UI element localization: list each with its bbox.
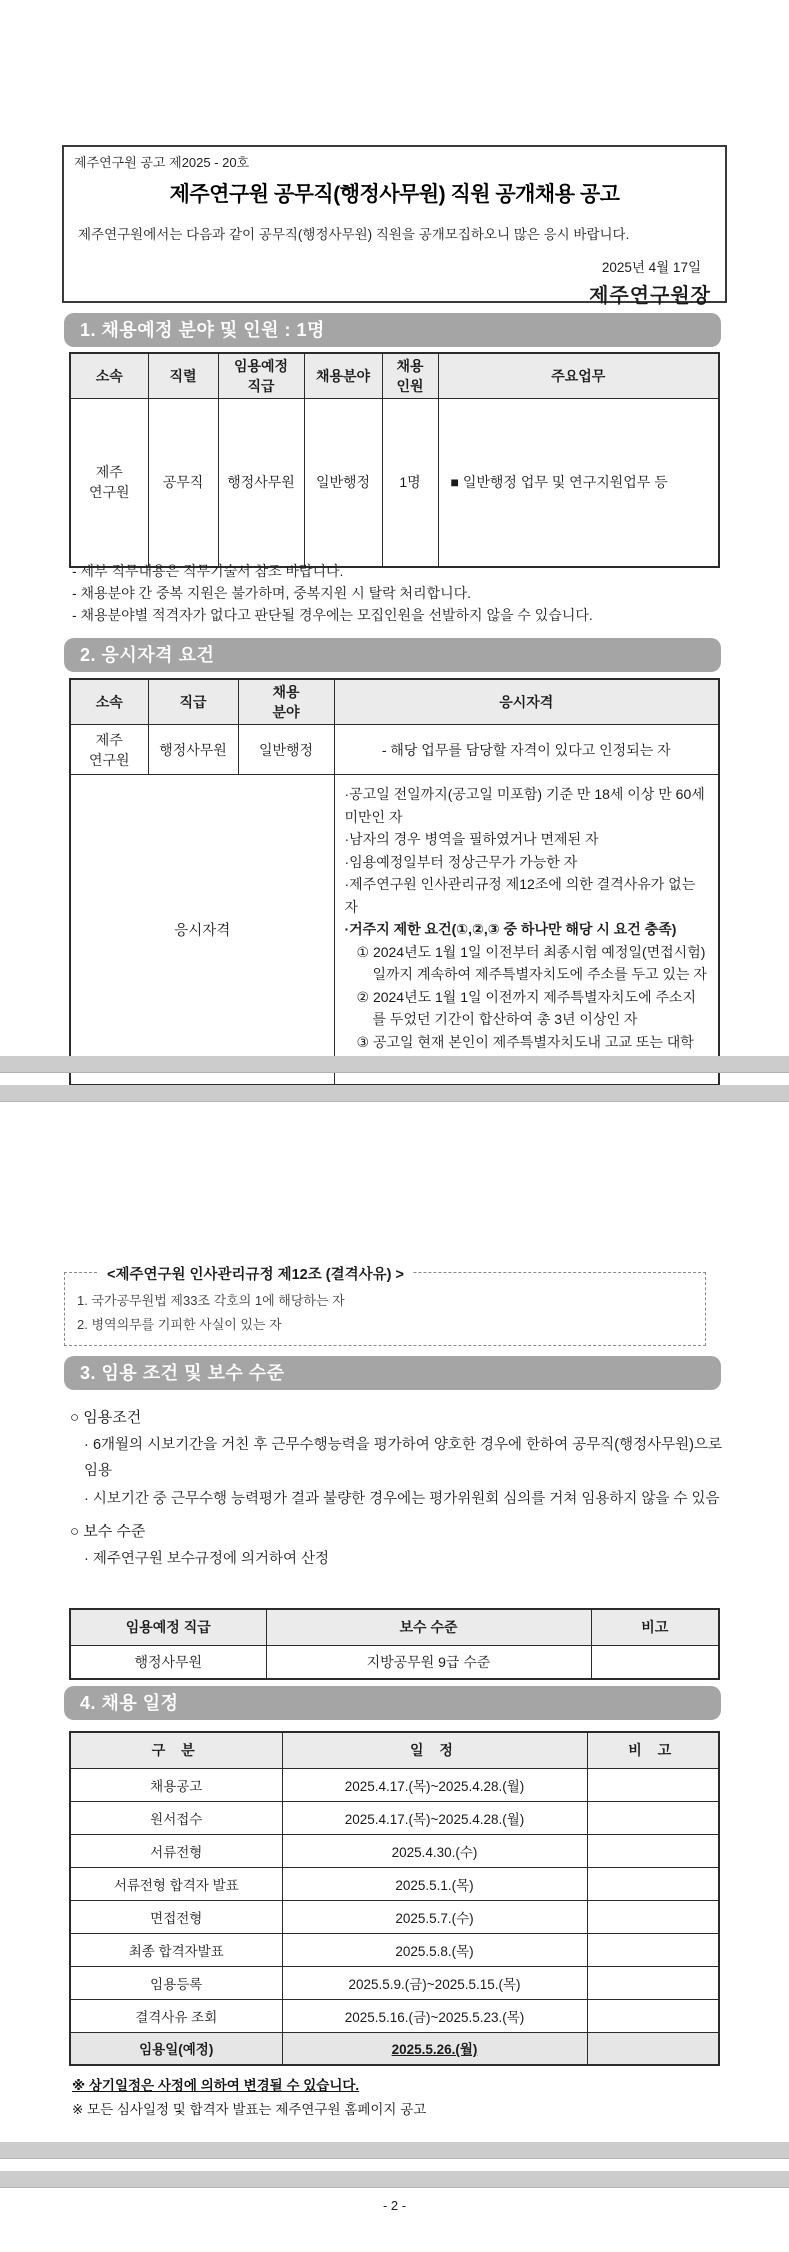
- document-title: 제주연구원 공무직(행정사무원) 직원 공개채용 공고: [169, 183, 620, 206]
- bullet-item: · 제주연구원 보수규정에 의거하여 산정: [84, 1551, 330, 1567]
- page-separator-stripe: [0, 1085, 789, 1102]
- cell-schedule: 2025.5.9.(금)~2025.5.15.(목): [282, 1966, 587, 1999]
- col-header-qualification: 응시자격: [334, 679, 719, 725]
- bullet-group-head: ○ 보수 수준: [70, 1523, 146, 1540]
- cell-grade: 행정사무원: [70, 1645, 266, 1679]
- regulation-item: 1. 국가공무원법 제33조 각호의 1에 해당하는 자: [77, 1293, 345, 1308]
- section4-footnotes: [72, 2074, 722, 2122]
- section2-title-banner: 2. 응시자격 요건: [64, 638, 721, 672]
- col-header-remark: 비고: [591, 1609, 719, 1645]
- cell-category: 서류전형: [70, 1834, 282, 1867]
- cell-field: 일반행정: [238, 725, 334, 775]
- cell-qualification-label: 응시자격: [70, 775, 334, 1085]
- cell-grade: 행정사무원: [218, 399, 304, 567]
- table-header-row: [70, 353, 719, 399]
- cell-category: 면접전형: [70, 1900, 282, 1933]
- cell-category: 서류전형 합격자 발표: [70, 1867, 282, 1900]
- page-number: - 2 -: [382, 2198, 407, 2213]
- cell-headcount: 1명: [382, 399, 438, 567]
- col-header-headcount: 채용 인원: [382, 353, 438, 399]
- qualification-item: ·남자의 경우 병역을 필하였거나 면제된 자: [344, 831, 599, 847]
- note-line: - 세부 직무내용은 직무기술서 참조 바랍니다.: [72, 563, 344, 579]
- cell-remark: [587, 1801, 719, 1834]
- cell-category: 최종 합격자발표: [70, 1933, 282, 1966]
- col-header-series: 직렬: [148, 353, 218, 399]
- page-separator-stripe: [0, 1056, 789, 1073]
- regulation-box-legend: <제주연구원 인사관리규정 제12조 (결격사유) >: [99, 1263, 412, 1284]
- regulation-item: 2. 병역의무를 기피한 사실이 있는 자: [77, 1317, 282, 1332]
- cell-schedule: 2025.5.26.(월): [282, 2032, 587, 2065]
- notice-number: 제주연구원 공고 제2025 - 20호: [74, 155, 250, 170]
- cell-schedule: 2025.5.7.(수): [282, 1900, 587, 1933]
- table-row: [70, 399, 719, 567]
- col-header-duties: 주요업무: [438, 353, 719, 399]
- section4-title-banner: 4. 채용 일정: [64, 1686, 721, 1720]
- cell-field: 일반행정: [304, 399, 382, 567]
- qualification-item-numbered: ② 2024년도 1월 1일 이전까지 제주특별자치도에 주소지를 두었던 기간이 합산하여 총 3년 이상인 자: [356, 988, 697, 1027]
- col-header-grade: 임용예정 직급: [70, 1609, 266, 1645]
- schedule-row: [70, 1867, 719, 1900]
- col-header-affiliation: 소속: [70, 353, 148, 399]
- cell-category: 임용일(예정): [70, 2032, 282, 2065]
- cell-remark: [587, 2032, 719, 2065]
- footnote-schedule-change: ※ 상기일정은 사정에 의하여 변경될 수 있습니다.: [72, 2078, 360, 2093]
- table-header-row: [70, 1732, 719, 1768]
- col-header-remark: 비 고: [587, 1732, 719, 1768]
- cell-remark: [587, 1768, 719, 1801]
- cell-grade: 행정사무원: [148, 725, 238, 775]
- section1-notes: [72, 560, 722, 626]
- qualification-item-numbered: ① 2024년도 1월 1일 이전부터 최종시험 예정일(면접시험)일까지 계속하여 제주특별자치도에 주소를 두고 있는 자: [356, 943, 707, 982]
- schedule-table: [69, 1731, 720, 2066]
- schedule-row-appointment-date: [70, 2032, 719, 2065]
- col-header-salary: 보수 수준: [266, 1609, 591, 1645]
- cell-remark: [587, 1933, 719, 1966]
- col-header-affiliation: 소속: [70, 679, 148, 725]
- eligibility-table: [69, 678, 720, 1086]
- salary-table: [69, 1608, 720, 1680]
- cell-duties: ■ 일반행정 업무 및 연구지원업무 등: [438, 399, 719, 567]
- table-header-row: [70, 1609, 719, 1645]
- qualification-item: ·공고일 전일까지(공고일 미포함) 기준 만 18세 이상 만 60세 미만인 자: [344, 786, 705, 825]
- footnote-homepage: ※ 모든 심사일정 및 합격자 발표는 제주연구원 홈페이지 공고: [72, 2102, 427, 2117]
- cell-schedule: 2025.5.1.(목): [282, 1867, 587, 1900]
- cell-affiliation: 제주 연구원: [70, 725, 148, 775]
- cell-remark: [587, 1834, 719, 1867]
- cell-affiliation: 제주 연구원: [70, 399, 148, 567]
- table-row: [70, 775, 719, 1085]
- cell-category: 결격사유 조회: [70, 1999, 282, 2032]
- schedule-row: [70, 1801, 719, 1834]
- cell-remark: [587, 1900, 719, 1933]
- announcement-date: 2025년 4월 17일: [601, 260, 701, 275]
- cell-remark: [587, 1999, 719, 2032]
- page-separator-stripe: [0, 2171, 789, 2188]
- bullet-item: · 시보기간 중 근무수행 능력평가 결과 불량한 경우에는 평가위원회 심의를 거쳐 임용하지 않을 수 있음: [84, 1491, 720, 1507]
- col-header-field: 채용 분야: [238, 679, 334, 725]
- bullet-group-head: ○ 임용조건: [70, 1409, 142, 1426]
- note-line: - 채용분야 간 중복 지원은 불가하며, 중복지원 시 탈락 처리합니다.: [72, 585, 472, 601]
- cell-remark: [587, 1867, 719, 1900]
- col-header-grade: 임용예정 직급: [218, 353, 304, 399]
- schedule-row: [70, 1768, 719, 1801]
- col-header-field: 채용분야: [304, 353, 382, 399]
- cell-qualification-detail: [334, 775, 719, 1085]
- bullet-item: · 6개월의 시보기간을 거친 후 근무수행능력을 평가하여 양호한 경우에 한하여 공무직(행정사무원)으로 임용: [84, 1437, 722, 1479]
- section3-content: [70, 1398, 722, 1572]
- col-header-schedule: 일 정: [282, 1732, 587, 1768]
- schedule-row: [70, 1966, 719, 1999]
- table-row: [70, 1645, 719, 1679]
- table-row: [70, 725, 719, 775]
- schedule-row: [70, 1834, 719, 1867]
- cell-schedule: 2025.4.17.(목)~2025.4.28.(월): [282, 1768, 587, 1801]
- cell-schedule: 2025.4.17.(목)~2025.4.28.(월): [282, 1801, 587, 1834]
- col-header-category: 구 분: [70, 1732, 282, 1768]
- schedule-row: [70, 1999, 719, 2032]
- col-header-grade: 직급: [148, 679, 238, 725]
- document-intro: 제주연구원에서는 다음과 같이 공무직(행정사무원) 직원을 공개모집하오니 많은 응시 바랍니다.: [78, 227, 630, 242]
- section1-title-banner: 1. 채용예정 분야 및 인원 : 1명: [64, 313, 721, 347]
- cell-salary: 지방공무원 9급 수준: [266, 1645, 591, 1679]
- section3-title-banner: 3. 임용 조건 및 보수 수준: [64, 1356, 721, 1390]
- note-line: - 채용분야별 적격자가 없다고 판단될 경우에는 모집인원을 선발하지 않을 수 있습니다.: [72, 607, 593, 623]
- header-box: [62, 145, 727, 307]
- cell-schedule: 2025.4.30.(수): [282, 1834, 587, 1867]
- page-separator-stripe: [0, 2142, 789, 2159]
- schedule-row: [70, 1933, 719, 1966]
- cell-remark: [591, 1645, 719, 1679]
- cell-qualification-summary: - 해당 업무를 담당할 자격이 있다고 인정되는 자: [334, 725, 719, 775]
- cell-category: 임용등록: [70, 1966, 282, 1999]
- table-header-row: [70, 679, 719, 725]
- cell-schedule: 2025.5.16.(금)~2025.5.23.(목): [282, 1999, 587, 2032]
- qualification-item: ·임용예정일부터 정상근무가 가능한 자: [344, 853, 578, 870]
- cell-category: 채용공고: [70, 1768, 282, 1801]
- recruitment-field-table: [69, 352, 720, 568]
- qualification-item-numbered: ③ 공고일 현재 본인이 제주특별자치도내 고교 또는 대학: [356, 1033, 694, 1050]
- cell-remark: [587, 1966, 719, 1999]
- signer-name: 제주연구원장: [589, 285, 711, 307]
- schedule-row: [70, 1900, 719, 1933]
- qualification-item: ·제주연구원 인사관리규정 제12조에 의한 결격사유가 없는 자: [344, 876, 696, 915]
- cell-category: 원서접수: [70, 1801, 282, 1834]
- cell-series: 공무직: [148, 399, 218, 567]
- regulation-box: [64, 1267, 706, 1346]
- cell-schedule: 2025.5.8.(목): [282, 1933, 587, 1966]
- qualification-item-residency: ·거주지 제한 요건(①,②,③ 중 하나만 해당 시 요건 충족): [344, 921, 677, 937]
